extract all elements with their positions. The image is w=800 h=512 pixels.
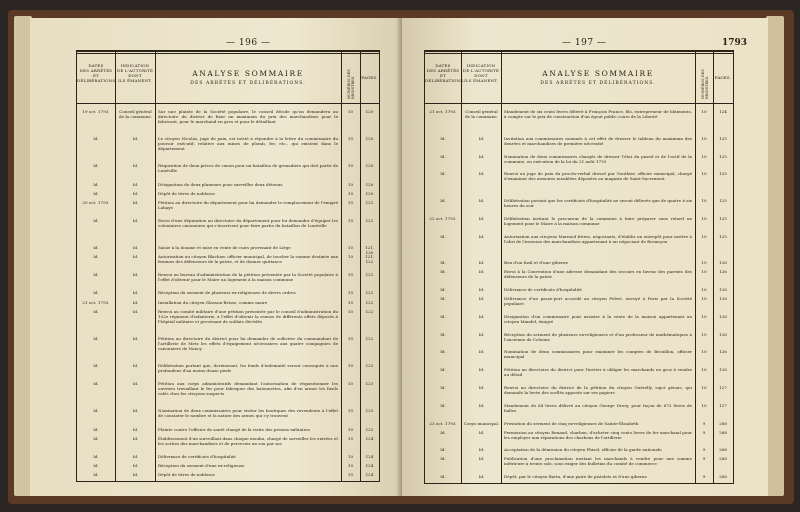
row-register-number: 10 — [347, 254, 354, 260]
row-date: Id. — [93, 408, 99, 414]
row-register-number: 9 — [702, 429, 706, 435]
table-row — [77, 307, 379, 334]
row-description: Délibération invitant le procureur de la commune à faire préparer sans retard un logement pour le Maire à la maison commune — [504, 215, 692, 226]
row-description: Établissement d'un surveillant dans chaque moulin, chargé de surveiller les entrées et les sorties des marchandises et de percevoir un sou par sac — [158, 435, 338, 446]
row-authority: Id. — [132, 435, 139, 441]
row-date: Id. — [440, 135, 446, 141]
row-page: 125 — [719, 153, 727, 159]
row-register-number: 10 — [347, 272, 354, 278]
row-register-number: 10 — [347, 163, 354, 169]
row-date: Id. — [440, 287, 446, 293]
table-row — [425, 258, 733, 267]
row-description: Délibération portant que, dorénavant, les fonds d'indemnité seront convoqués à une profondeur d'au moins douze pieds — [158, 363, 338, 374]
row-description: Pétition au directoire du district pour lui demander de solliciter du commandant de l'artillerie de Metz les effets d'équipement nécessaires aux quatre compagnies de canonniers de Nancy — [158, 335, 338, 351]
row-date: Id. — [440, 153, 446, 159]
row-authority: Id. — [132, 299, 139, 305]
row-authority: Id. — [132, 381, 139, 387]
row-register-number: 9 — [702, 456, 706, 462]
row-date: Id. — [440, 313, 446, 319]
table-row — [425, 196, 733, 214]
row-page: 120 — [365, 181, 374, 187]
row-authority: Id. — [478, 198, 485, 204]
row-register-number: 10 — [701, 296, 707, 301]
row-page: 123 — [365, 426, 374, 432]
row-description: Renvoi au comité militaire d'une pétition présentée par le conseil d'administration du 102e régiment d'infanterie, à l'effet d'obtenir la remise de différents effets déposés à l'hôpital militaire et provenant de soldats décédés — [158, 308, 338, 324]
row-register-number: 10 — [701, 402, 707, 408]
row-description: Nomination de deux commissaires chargés de dresser l'état du passif et de l'actif de la commune, en exécution de la loi du 21 août 1793 — [504, 153, 692, 164]
row-date: Id. — [93, 435, 99, 441]
table-row — [77, 270, 379, 288]
row-date: Id. — [440, 233, 446, 239]
row-description: Autorisation au citoyen Blachier, officier municipal, de toucher la somme destinée aux femmes des défenseurs de la patrie, et de donner quittance — [158, 254, 338, 265]
row-description: Pétition au directoire du district pour l'inviter à obliger les marchands en gros à vendre au détail — [504, 367, 692, 378]
row-authority: Id. — [478, 313, 485, 319]
table-row — [77, 425, 379, 434]
row-authority: Conseil général de la commune. — [119, 109, 152, 119]
table-row — [77, 252, 379, 270]
row-authority: Id. — [478, 385, 485, 391]
row-page: 126 — [719, 296, 727, 301]
row-date: Id. — [440, 296, 446, 301]
row-authority: Id. — [132, 245, 139, 251]
row-register-number: 10 — [701, 171, 707, 177]
table-row — [425, 347, 733, 365]
table-row — [77, 461, 379, 470]
register-table — [76, 50, 380, 482]
table-row — [425, 454, 733, 472]
row-page: 121 — [365, 199, 374, 205]
row-date: 21 oct. 1793. — [429, 109, 457, 114]
row-register-number: 10 — [347, 426, 354, 432]
row-authority: Id. — [132, 254, 139, 260]
row-authority: Id. — [132, 190, 139, 196]
row-register-number: 9 — [702, 420, 706, 426]
table-row — [425, 285, 733, 294]
row-authority: Id. — [478, 331, 485, 337]
row-page: 124 — [365, 435, 374, 441]
row-description: Renvoi au bureau d'administration de la pétition présentée par la Société populaire à l'effet d'obtenir pour le Maire un logement à la maison commune — [158, 272, 338, 283]
row-page: 268 — [719, 420, 727, 426]
row-register-number: 10 — [347, 471, 354, 477]
row-page: 123 — [365, 408, 374, 414]
row-description: Renvoi au juge de paix du procès-verbal dressé par Gouthier, officier municipal, chargé d'examiner des armoires meublées déposées au magasin de Saint-Sacrement — [504, 171, 692, 182]
row-date: Id. — [93, 335, 99, 341]
row-register-number: 10 — [347, 299, 354, 305]
row-date: Id. — [93, 163, 99, 169]
row-page: 268 — [719, 429, 727, 435]
row-description: Installation du citoyen Glasson-Brisse, comme maire — [158, 299, 268, 305]
table-title: ANALYSE SOMMAIRE — [192, 69, 304, 78]
table-row — [77, 379, 379, 406]
row-page: 125 — [719, 171, 727, 177]
row-page: 125 — [719, 198, 727, 204]
row-date: Id. — [440, 198, 446, 204]
row-date: Id. — [93, 426, 99, 432]
row-authority: Id. — [478, 269, 485, 275]
row-page: 126 — [719, 287, 727, 293]
row-date: Id. — [93, 471, 99, 477]
row-date: Id. — [440, 260, 446, 266]
table-row — [425, 267, 733, 285]
row-authority: Id. — [132, 217, 139, 223]
row-page: 126 — [719, 313, 727, 319]
header-pages: PAGES. — [714, 75, 732, 80]
row-date: 20 oct. 1793. — [82, 199, 110, 205]
row-page: 123 — [365, 381, 374, 387]
page-edges-right — [766, 16, 784, 496]
row-page: 120 — [365, 190, 374, 196]
table-row — [425, 330, 733, 348]
table-row — [425, 107, 733, 134]
row-description: Délivrance d'un passe-port accordé au citoyen Febvé, envoyé à Paris par la Société populaire — [504, 296, 692, 306]
row-register-number: 10 — [347, 335, 354, 341]
row-page: 268 — [719, 474, 727, 480]
row-authority: Id. — [478, 456, 485, 462]
table-row — [425, 134, 733, 152]
row-description: Publication d'une proclamation invitant les marchands à vendre pour une somme inférieure à trente sols, sous exiger des bulletins du comité de commerce — [504, 456, 692, 467]
table-row — [425, 152, 733, 170]
row-authority: Id. — [478, 135, 485, 141]
row-authority: Id. — [132, 408, 139, 414]
row-register-number: 10 — [347, 199, 354, 205]
table-row — [77, 298, 379, 307]
table-row — [77, 434, 379, 452]
row-register-number: 10 — [347, 190, 354, 196]
table-row — [77, 361, 379, 379]
row-date: Id. — [93, 245, 99, 251]
header-indication: INDICATION DE L'AUTORITÉ DONT ILS ÉMANENT. — [462, 63, 500, 83]
row-description: Acceptation de la démission du citoyen Phisel, officier de la garde nationale — [504, 447, 662, 453]
row-date: Id. — [93, 290, 99, 296]
row-description: Bon d'un fusil et d'une giberne — [504, 260, 569, 266]
row-register-number: 10 — [701, 215, 707, 221]
row-authority: Id. — [132, 453, 139, 459]
table-row — [77, 161, 379, 179]
table-row — [425, 383, 733, 401]
table-row — [77, 452, 379, 461]
row-register-number: 10 — [347, 363, 354, 369]
row-register-number: 10 — [347, 408, 354, 414]
row-description: Plainte contre l'officier de santé chargé de la visite des prisons militaires — [158, 426, 310, 432]
row-register-number: 10 — [701, 287, 707, 293]
row-page: 120 — [365, 163, 374, 169]
table-row — [425, 472, 733, 481]
row-page: 121 — [365, 272, 374, 278]
row-page: 124 — [365, 471, 374, 477]
row-date: Id. — [93, 254, 99, 260]
row-register-number: 10 — [701, 367, 707, 373]
row-page: 120 — [365, 109, 374, 114]
row-register-number: 10 — [701, 349, 707, 355]
row-description: Mandement de six cents livres délivré à François France, fils, entrepreneur de bâtiments, à compte sur le prix de construction d'un égout public cours de la Liberté — [504, 109, 692, 119]
row-authority: Id. — [478, 287, 485, 293]
row-register-number: 10 — [347, 136, 354, 142]
row-register-number: 10 — [701, 313, 707, 319]
header-pages: PAGES. — [361, 75, 378, 80]
table-row — [425, 214, 733, 232]
row-page: 125 — [719, 215, 727, 221]
row-register-number: 10 — [701, 109, 707, 114]
table-row — [77, 107, 379, 134]
row-page: 121, 130 — [364, 245, 375, 256]
row-page: 122 — [365, 299, 374, 305]
table-row — [425, 294, 733, 312]
row-description: Dépôt de titres de noblesse — [158, 471, 215, 477]
row-description: Envoi d'une députation au directoire du département pour lui demander d'équiper les volontaires canonniers qui s'inscrivent pour faire partie du bataillon de Lunéville — [158, 217, 338, 228]
row-register-number: 10 — [347, 435, 354, 441]
row-authority: Conseil général de la commune. — [465, 109, 498, 119]
row-description: Invitation aux commissaires nommés à cet effet de dresser le tableau du maximum des denrées et marchandises de première nécessité — [504, 135, 692, 146]
row-authority: Id. — [132, 335, 139, 341]
row-description: Désignation de deux plumeurs pour surveiller deux détenus — [158, 181, 283, 187]
row-authority: Id. — [132, 181, 139, 187]
row-date: 22 oct. 1793. — [429, 215, 457, 221]
row-register-number: 10 — [701, 385, 707, 391]
table-row — [425, 232, 733, 259]
header-numeros: NUMÉROS DES REGISTRES. — [701, 69, 709, 99]
row-register-number: 9 — [702, 447, 706, 453]
row-page: 126 — [719, 269, 727, 275]
table-subtitle: DES ARRÊTÉS ET DÉLIBÉRATIONS. — [190, 81, 306, 86]
row-register-number: 10 — [701, 135, 707, 141]
row-page: 268 — [719, 447, 727, 453]
row-date: Id. — [440, 171, 446, 177]
row-authority: Id. — [478, 233, 485, 239]
row-description: Sur une plainte de la Société populaire, le conseil décide qu'on demandera au directoire du district de fixer un maximum du prix des marchandises pour le fabricant, pour le marchand en gros et pour le détaillant — [158, 109, 338, 124]
table-row — [425, 312, 733, 330]
row-description: Délivrance de certificats d'hospitalité — [158, 453, 236, 459]
row-date: Id. — [440, 385, 446, 391]
row-authority: Id. — [132, 363, 139, 369]
row-authority: Id. — [132, 462, 139, 468]
row-description: Pétition au directoire du département pour lui demander le remplacement de l'émigré Lahaye — [158, 199, 338, 210]
row-page: 127 — [719, 385, 727, 391]
row-register-number: 9 — [702, 474, 706, 480]
row-register-number: 10 — [347, 453, 354, 459]
table-row — [425, 419, 733, 428]
row-page: 268 — [719, 456, 727, 462]
row-page: 124 — [719, 109, 727, 114]
row-authority: Id. — [132, 471, 139, 477]
row-authority: Id. — [132, 290, 139, 296]
table-row — [77, 406, 379, 424]
row-date: Id. — [440, 367, 446, 373]
header-dates: DATES DES ARRÊTÉS ET DÉLIBÉRATIONS. — [425, 63, 465, 83]
row-description: Mandement de 64 livres délivré au citoyen George Drory, pour façon de 673 livres de balles — [504, 402, 692, 413]
row-authority: Id. — [478, 260, 485, 266]
row-page: 121 — [365, 290, 374, 296]
row-description: Nomination de deux commissaires pour examiner les comptes de Brouillon, officier municipal — [504, 349, 692, 360]
row-authority: Id. — [478, 367, 485, 373]
table-row — [425, 428, 733, 446]
row-date: Id. — [93, 190, 99, 196]
row-date: 21 oct. 1793. — [82, 299, 110, 305]
row-description: Réquisition de deux pièces de canon pour un bataillon de grenadiers qui doit partir de Lunéville — [158, 163, 338, 174]
row-date: Id. — [93, 308, 99, 314]
row-description: Nomination de deux commissaires pour visiter les boutiques des revendeurs à l'effet de constater le nombre et la nature des armes qui s'y trouvent — [158, 408, 338, 419]
row-date: Id. — [93, 181, 99, 187]
row-authority: Id. — [132, 136, 139, 142]
row-register-number: 10 — [347, 462, 354, 468]
row-date: Id. — [440, 474, 446, 480]
row-page: 121 — [365, 217, 374, 223]
header-indication: INDICATION DE L'AUTORITÉ DONT ILS ÉMANENT. — [116, 63, 154, 83]
row-date: Id. — [93, 217, 99, 223]
row-register-number: 10 — [701, 198, 707, 204]
row-description: Désignation d'un commissaire pour assister à la vente de la maison appartenant au citoyen Mandel, émigré — [504, 313, 692, 324]
page-number: — 197 — — [562, 38, 607, 48]
row-description: Délibération portant que les certificats d'hospitalité ne seront délivrés que de quatre à six heures du soir — [504, 198, 692, 209]
table-row — [425, 169, 733, 196]
table-row — [77, 189, 379, 198]
row-authority: Corps municipal. — [463, 420, 500, 426]
row-date: Id. — [440, 447, 446, 453]
header-numeros: NUMÉROS DES REGISTRES. — [347, 69, 355, 99]
row-date: Id. — [93, 363, 99, 369]
row-authority: Id. — [478, 429, 485, 435]
row-page: 127 — [719, 402, 727, 408]
row-page: 126 — [719, 331, 727, 337]
row-description: Réception du serment de plusieurs ex-religieuses de divers ordres — [158, 290, 296, 296]
row-date: Id. — [440, 429, 446, 435]
table-subtitle: DES ARRÊTÉS ET DÉLIBÉRATIONS. — [540, 81, 656, 86]
table-row — [77, 470, 379, 479]
row-page: 126 — [719, 260, 727, 266]
row-page: 122 — [365, 335, 374, 341]
left-page — [30, 18, 402, 496]
table-row — [425, 365, 733, 383]
row-date: 23 oct. 1793. — [429, 420, 457, 426]
table-title: ANALYSE SOMMAIRE — [542, 69, 654, 78]
row-page: 121, 122 — [364, 254, 375, 265]
row-page: 124 — [365, 462, 374, 468]
row-description: Saisie à la douane et mise en vente de cuirs provenant de Liège — [158, 245, 291, 251]
row-register-number: 10 — [347, 181, 354, 187]
register-table — [424, 50, 734, 484]
header-dates: DATES DES ARRÊTÉS ET DÉLIBÉRATIONS. — [77, 63, 117, 83]
row-authority: Id. — [132, 426, 139, 432]
row-date: Id. — [440, 456, 446, 462]
row-page: 120 — [365, 136, 374, 142]
row-authority: Id. — [478, 349, 485, 355]
row-date: Id. — [440, 349, 446, 355]
row-description: Pétition aux corps administratifs demandant l'autorisation de réquisitionner les ouvriers travaillant le fer pour fabriquer des baïonnettes, afin d'en armer les fusils calés chez les citoyens suspects — [158, 381, 338, 397]
year-heading: 1793 — [722, 38, 748, 48]
table-row — [77, 134, 379, 161]
table-row — [77, 288, 379, 297]
row-page: 126 — [719, 367, 727, 373]
row-page: 125 — [719, 135, 727, 141]
row-authority: Id. — [132, 199, 139, 205]
row-date: 19 oct. 1793. — [82, 109, 110, 114]
row-date: Id. — [93, 136, 99, 142]
row-authority: Id. — [478, 402, 485, 408]
row-date: Id. — [440, 402, 446, 408]
row-register-number: 10 — [347, 290, 354, 296]
row-authority: Id. — [478, 474, 485, 480]
row-description: Envoi à la Convention d'une adresse demandant des secours en faveur des parents des défenseurs de la patrie — [504, 269, 692, 280]
row-description: Le citoyen Nicolas, juge de paix, est invité à répondre à la lettre du commissaire du pouvoir exécutif, relative aux mines de plomb, fer, etc., qui existent dans le département — [158, 136, 338, 152]
row-date: Id. — [440, 331, 446, 337]
row-description: Réception du serment d'une ex-religieuse — [158, 462, 245, 468]
row-register-number: 10 — [347, 217, 354, 223]
row-register-number: 10 — [701, 269, 707, 275]
table-row — [77, 180, 379, 189]
row-register-number: 10 — [701, 331, 707, 337]
row-register-number: 10 — [701, 233, 707, 239]
row-register-number: 10 — [347, 245, 354, 251]
row-date: Id. — [93, 453, 99, 459]
row-description: Dépôt, par le citoyen Battu, d'une paire de pistolets et d'une giberne — [504, 474, 647, 480]
row-authority: Id. — [132, 163, 139, 169]
row-register-number: 10 — [701, 260, 707, 266]
row-register-number: 10 — [347, 109, 354, 114]
row-page: 125 — [719, 233, 727, 239]
row-authority: Id. — [478, 215, 485, 221]
row-date: Id. — [440, 269, 446, 275]
row-register-number: 10 — [347, 308, 354, 314]
row-description: Renvoi au directoire du district de la pétition du citoyen Guérelly, sujet génois, qui demande la levée des scellés apposés sur ses papiers — [504, 385, 692, 396]
row-authority: Id. — [478, 153, 485, 159]
row-date: Id. — [93, 462, 99, 468]
row-date: Id. — [93, 272, 99, 278]
row-description: Prestation du serment de cinq ex-religieuses de Sainte-Élisabeth — [504, 420, 639, 426]
row-register-number: 10 — [347, 381, 354, 387]
table-row — [77, 334, 379, 361]
table-row — [77, 243, 379, 256]
row-authority: Id. — [478, 447, 485, 453]
row-description: Autorisation aux citoyens Marmod frères, négociants, d'établir un entrepôt pour mettre à l'abri de l'invasion des marchandises appartenant à un négociant de Besançon — [504, 233, 692, 244]
page-number: — 196 — — [226, 38, 271, 48]
row-page: 124 — [365, 453, 374, 459]
row-page: 122 — [365, 308, 374, 314]
right-page — [402, 18, 768, 496]
row-register-number: 10 — [701, 153, 707, 159]
row-description: Délivrance de certificats d'hospitalité — [504, 287, 582, 293]
row-authority: Id. — [478, 296, 485, 301]
row-date: Id. — [93, 381, 99, 387]
row-authority: Id. — [478, 171, 485, 177]
table-row — [425, 401, 733, 419]
row-authority: Id. — [132, 308, 139, 314]
row-description: Réception du serment de plusieurs ex-religieuses et d'un professeur de mathématiques à l'ancienne de Colonne — [504, 331, 692, 342]
row-authority: Id. — [132, 272, 139, 278]
table-row — [77, 216, 379, 243]
table-row — [77, 198, 379, 216]
row-page: 123 — [365, 363, 374, 369]
row-page: 126 — [719, 349, 727, 355]
row-description: Dépôt de titres de noblesse — [158, 190, 215, 196]
row-description: Permission au citoyen Renaud, charbon, d'acheter cinq cents livres de fer marchand pour les employer aux réparations des charbons de l'artillerie — [504, 429, 692, 440]
table-row — [425, 445, 733, 454]
